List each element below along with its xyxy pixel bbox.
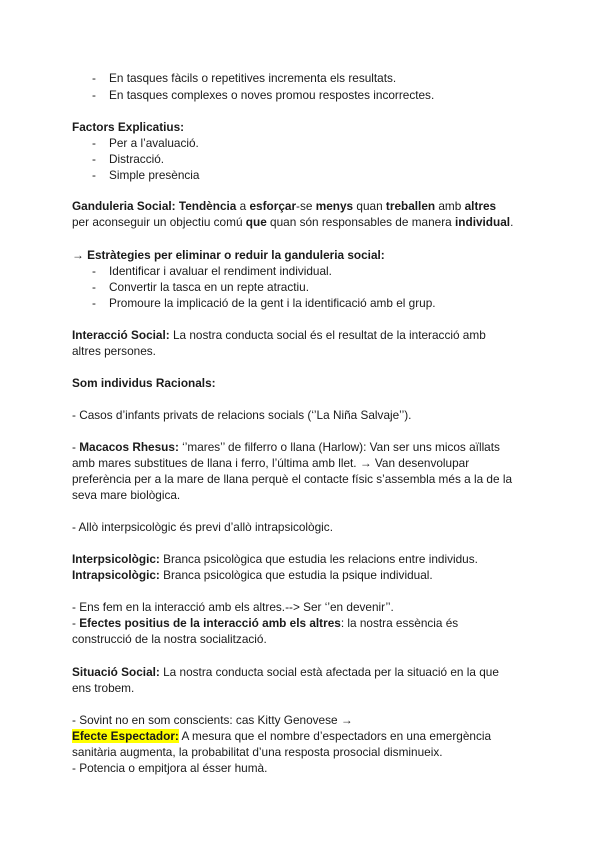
definition-espectador-cont: sanitària augmenta, la probabilitat d’una resposta prosocial disminueix.	[72, 745, 443, 759]
list-item: - Promoure la implicació de la gent i la identificació amb el grup.	[92, 296, 436, 310]
highlighted-term: Efecte Espectador:	[72, 729, 179, 743]
paragraph-macacos: - Macacos Rhesus: ‘’mares’’ de filferro o llana (Harlow): Van ser uns micos aïllats	[72, 440, 500, 454]
section-heading-factors: Factors Explicatius:	[72, 120, 185, 134]
paragraph-ens-fem: - Ens fem en la interacció amb els altres.--> Ser ‘’en devenir’’.	[72, 600, 394, 614]
definition-ganduleria-cont: per aconseguir un objectiu comú que quan són responsables de manera individual.	[72, 215, 514, 229]
definition-intrapsicologic: Intrapsicològic: Branca psicològica que estudia la psique individual.	[72, 568, 433, 582]
list-item: - Per a l’avaluació.	[92, 136, 199, 150]
section-heading-racionals: Som individus Racionals:	[72, 376, 216, 390]
paragraph-macacos-l2: amb mares substitues de llana i ferro, l’última amb llet. → Van desenvolupar	[72, 456, 470, 470]
definition-situacio-cont: ens trobem.	[72, 681, 135, 695]
definition-espectador: Efecte Espectador: A mesura que el nombre d’espectadors en una emergència	[72, 729, 492, 743]
paragraph-macacos-l4: seva mare biològica.	[72, 488, 181, 502]
paragraph-macacos-l3: preferència per a la mare de llana perquè el contacte físic s’assembla més a la de la	[72, 472, 512, 486]
list-item: - En tasques complexes o noves promou respostes incorrectes.	[92, 88, 435, 102]
paragraph-potencia: - Potencia o empitjora al ésser humà.	[72, 761, 268, 775]
paragraph-efectes-cont: construcció de la nostra socialització.	[72, 632, 267, 646]
paragraph-allo: - Allò interpsicològic és previ d’allò intrapsicològic.	[72, 520, 333, 534]
paragraph-efectes: - Efectes positius de la interacció amb els altres: la nostra essència és	[72, 616, 459, 630]
list-item: - Identificar i avaluar el rendiment individual.	[92, 264, 332, 278]
list-item: - Convertir la tasca en un repte atractiu.	[92, 280, 309, 294]
list-item: - En tasques fàcils o repetitives incrementa els resultats.	[92, 71, 397, 85]
definition-interaccio-cont: altres persones.	[72, 344, 156, 358]
list-item: - Simple presència	[92, 168, 200, 182]
definition-interpsicologic: Interpsicològic: Branca psicològica que estudia les relacions entre individus.	[72, 552, 478, 566]
definition-ganduleria: Ganduleria Social: Tendència a esforçar-se menys quan treballen amb altres	[72, 199, 497, 213]
section-heading-estrategies: → Estràtegies per eliminar o reduir la ganduleria social:	[72, 248, 385, 262]
paragraph-sovint: - Sovint no en som conscients: cas Kitty Genovese →	[72, 713, 353, 727]
definition-situacio: Situació Social: La nostra conducta social està afectada per la situació en la que	[72, 665, 499, 679]
paragraph-casos: - Casos d’infants privats de relacions socials (‘’La Niña Salvaje’’).	[72, 408, 412, 422]
definition-interaccio: Interacció Social: La nostra conducta social és el resultat de la interacció amb	[72, 328, 486, 342]
list-item: - Distracció.	[92, 152, 165, 166]
